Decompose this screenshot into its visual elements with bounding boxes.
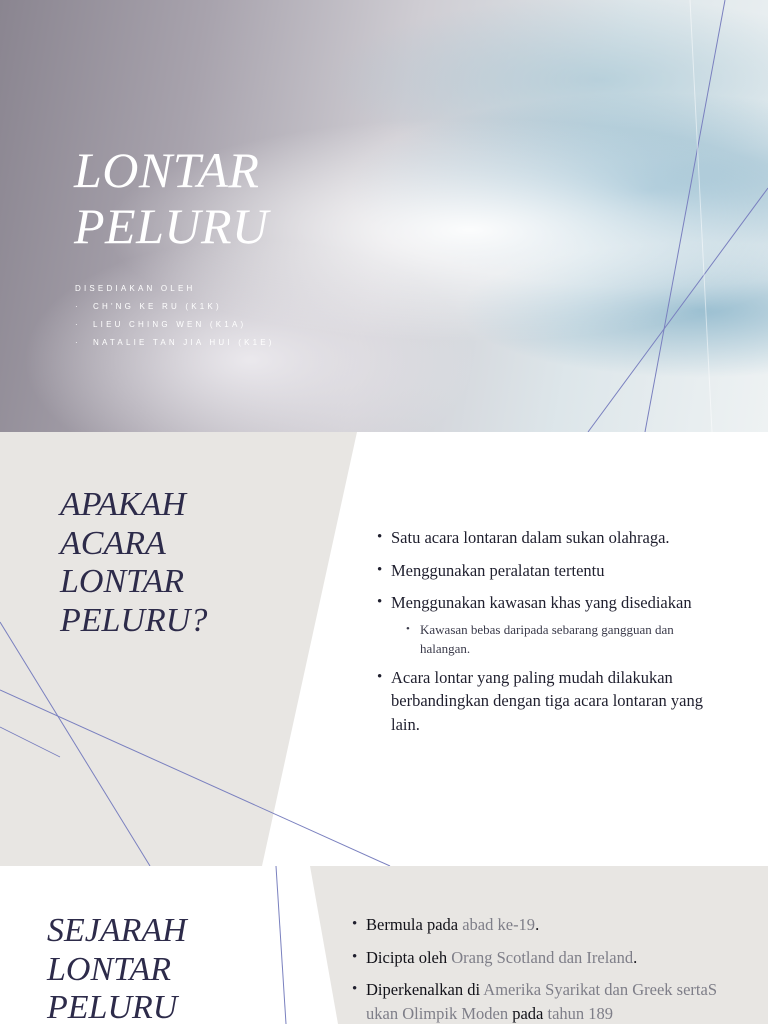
slide-title — [0, 0, 768, 432]
bullet-item — [366, 978, 721, 1025]
bullet-text: Dicipta oleh — [366, 947, 448, 967]
bullet-item — [366, 946, 721, 970]
bullet-item — [366, 913, 721, 937]
slide-heading — [47, 912, 187, 1028]
bullet-list — [391, 526, 721, 745]
slide-heading — [60, 486, 207, 640]
author-item: · NATALIE TAN JIA HUI (K1E) — [75, 338, 275, 356]
bullet-highlight: Orang Scotland dan Ireland — [447, 947, 634, 967]
bullet-highlight: tahun 189 — [543, 1003, 614, 1023]
presentation-title — [74, 142, 269, 254]
title-line: LONTAR — [74, 142, 260, 198]
bullet-item: • Menggunakan kawasan khas yang disediakan — [391, 591, 721, 615]
bullet-list — [366, 913, 721, 1034]
author-item: · LIEU CHING WEN (K1A) — [75, 320, 275, 338]
author-item: · CH'NG KE RU (K1K) — [75, 302, 275, 320]
bullet-text: Diperkenalkan di — [366, 980, 481, 999]
heading-line: PELURU? — [60, 601, 208, 639]
bullet-text: . — [535, 915, 540, 934]
heading-line: LONTAR — [47, 950, 172, 988]
bullet-highlight: Sukan Olimpik Moden — [366, 980, 717, 1023]
bullet-item: • Menggunakan peralatan tertentu — [391, 559, 721, 583]
bullet-item: • Satu acara lontaran dalam sukan olahraga. — [391, 526, 721, 550]
bullet-text: Bermula pada — [366, 915, 459, 934]
bullet-text: . — [633, 947, 638, 967]
prepared-by-label: DISEDIAKAN OLEH — [75, 284, 196, 293]
heading-line: LONTAR — [60, 563, 185, 600]
bullet-highlight: abad ke-19 — [458, 915, 536, 934]
heading-line: ACARA — [60, 524, 166, 562]
heading-line: PELURU — [47, 989, 178, 1026]
sub-bullet-item: • Kawasan bebas daripada sebarang gangguan dan halangan. — [391, 620, 721, 658]
heading-line: SEJARAH — [47, 912, 187, 949]
title-line: PELURU — [74, 198, 269, 254]
bullet-item: • Acara lontar yang paling mudah dilakukan berbandingkan dengan tiga acara lontaran yang lain. — [391, 666, 721, 737]
bullet-highlight: Amerika Syarikat dan Greek serta — [480, 980, 708, 999]
heading-line: APAKAH — [60, 486, 186, 523]
author-list — [75, 284, 275, 356]
bullet-text: pada — [508, 1003, 544, 1023]
